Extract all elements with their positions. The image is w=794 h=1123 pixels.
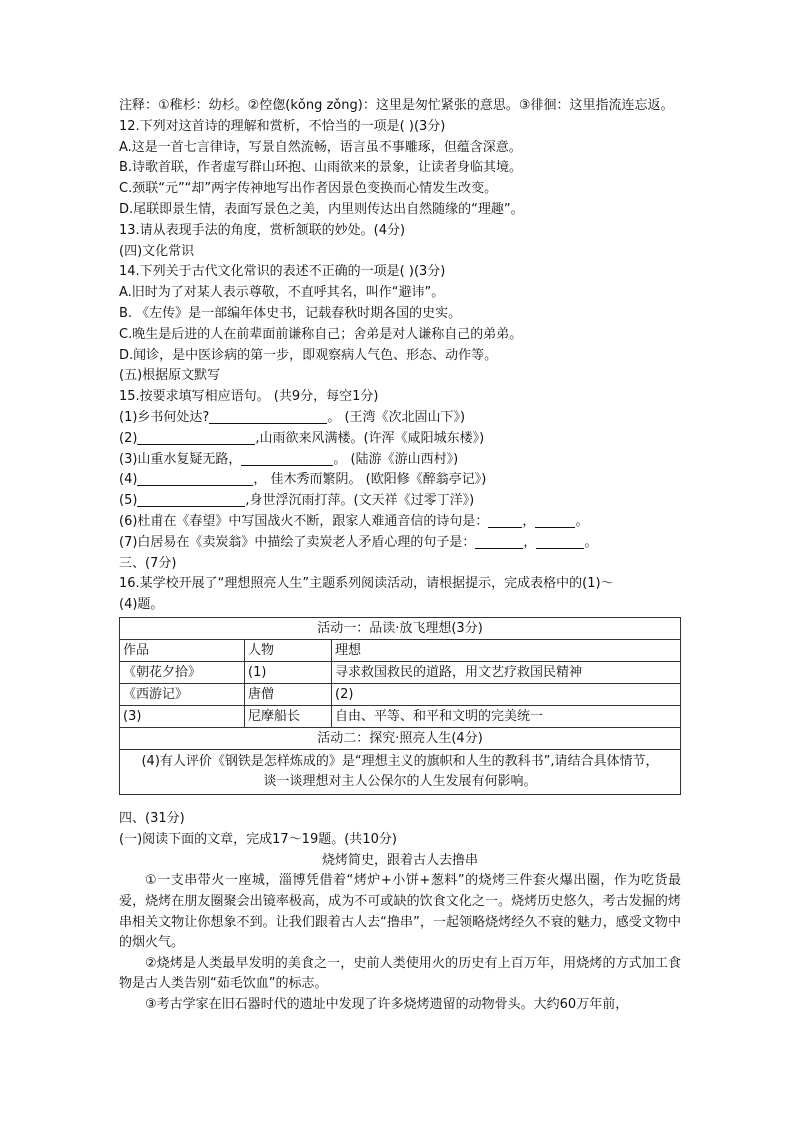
blank-3[interactable] — [241, 451, 333, 466]
section-recite: (五)根据原文默写 — [119, 368, 221, 384]
table-cell: 《朝花夕拾》 — [120, 661, 245, 683]
table-cell: (3) — [120, 705, 245, 727]
blank-1[interactable] — [209, 409, 327, 424]
question-15: 15.按要求填写相应语句。 (共9分，每空1分) — [119, 389, 379, 405]
table-header: 人物 — [245, 639, 332, 661]
table-cell: (1) — [245, 661, 332, 683]
table-row — [120, 617, 681, 639]
blank-6a[interactable] — [488, 513, 522, 528]
blank-2[interactable] — [137, 430, 255, 445]
table-cell: 自由、平等、和平和文明的完美统一 — [332, 705, 681, 727]
option-12b: B.诗歌首联，作者虚写群山环抱、山雨欲来的景象，让读者身临其境。 — [119, 160, 523, 176]
table-cell: 寻求救国救民的道路，用文艺疗救国民精神 — [332, 661, 681, 683]
table-row — [120, 749, 681, 794]
blank-6b[interactable] — [535, 513, 575, 528]
question-16-line1: 16.某学校开展了“理想照亮人生”主题系列阅读活动，请根据提示，完成表格中的(1)～ — [119, 576, 614, 592]
table-header: 作品 — [120, 639, 245, 661]
option-14d: D.闻诊，是中医诊病的第一步，即观察病人气色、形态、动作等。 — [119, 347, 498, 363]
table-row — [120, 639, 681, 661]
table-row — [120, 727, 681, 749]
fill-line-7: (7)白居易在《卖炭翁》中描绘了卖炭老人矛盾心理的句子是： ， 。 — [119, 534, 598, 550]
table-row — [120, 661, 681, 683]
article-paragraph-1: ①一支串带火一座城，淄博凭借着“烤炉+小饼+葱料”的烧烤三件套火爆出圈，作为吃货最爱，烧烤在朋友圈聚会出镜率极高，成为不可或缺的饮食文化之一。烧烤历史悠久，考古发掘的烤串相关文物让你想象不到。让我们跟着古人去“撸串”，一起领略烧烤经久不衰的魅力，感受文物中的烟火气。 — [119, 873, 681, 951]
activity-2-heading: 活动二：探究·照亮人生(4分) — [120, 727, 681, 749]
table-row — [120, 683, 681, 705]
article-title: 烧烤简史，跟着古人去撸串 — [321, 852, 478, 868]
fill-line-6: (6)杜甫在《春望》中写国战火不断，跟家人难通音信的诗句是： ， 。 — [119, 513, 589, 529]
article-paragraph-2: ②烧烤是人类最早发明的美食之一，史前人类使用火的历史有上百万年，用烧烤的方式加工食物是古人类告别“茹毛饮血”的标志。 — [119, 955, 681, 992]
table-cell: 尼摩船长 — [245, 705, 332, 727]
table-row — [120, 705, 681, 727]
table-cell: 《西游记》 — [120, 683, 245, 705]
section-3-heading: 三、(7分) — [119, 555, 177, 571]
table-cell: 唐僧 — [245, 683, 332, 705]
annotation-line: 注释：①稚杉：幼杉。②倥偬(kǒng zǒng)：这里是匆忙紧张的意思。③徘徊：这里指流连忘返。 — [119, 98, 674, 113]
option-12d: D.尾联即景生情，表面写景色之美，内里则传达出自然随缘的“理趣”。 — [119, 201, 524, 217]
option-14b: B. 《左传》是一部编年体史书，记载春秋时期各国的史实。 — [119, 305, 462, 321]
question-12: 12.下列对这首诗的理解和赏析，不恰当的一项是( )(3分) — [119, 118, 446, 134]
blank-7a[interactable] — [475, 534, 523, 549]
fill-line-1: (1)乡书何处达? 。 (王湾《次北固山下》) — [119, 409, 466, 425]
activity-2-question: (4)有人评价《钢铁是怎样炼成的》是“理想主义的旗帜和人生的教科书”,请结合具体情节， 谈一谈理想对主人公保尔的人生发展有何影响。 — [120, 749, 681, 794]
reading-intro: (一)阅读下面的文章，完成17～19题。(共10分) — [119, 831, 397, 847]
fill-line-4: (4) ， 佳木秀而繁阴。 (欧阳修《醉翁亭记》) — [119, 472, 487, 488]
section-culture: (四)文化常识 — [119, 243, 195, 259]
option-14c: C.晚生是后进的人在前辈面前谦称自己；舍弟是对人谦称自己的弟弟。 — [119, 326, 523, 342]
option-12a: A.这是一首七言律诗，写景自然流畅，语言虽不事雕琢，但蕴含深意。 — [119, 139, 522, 155]
blank-4[interactable] — [137, 471, 253, 486]
activity-table — [119, 617, 681, 795]
table-cell: (2) — [332, 683, 681, 705]
article-paragraph-3: ③考古学家在旧石器时代的遗址中发现了许多烧烤遗留的动物骨头。大约60万年前， — [145, 996, 629, 1012]
table-header: 理想 — [332, 639, 681, 661]
question-16-line2: (4)题。 — [119, 597, 164, 613]
blank-7b[interactable] — [536, 534, 584, 549]
option-12c: C.颈联“元”“却”两字传神地写出作者因景色变换而心情发生改变。 — [119, 181, 498, 197]
activity-1-heading: 活动一：品读·放飞理想(3分) — [120, 617, 681, 639]
section-4-heading: 四、(31分) — [119, 810, 185, 826]
question-13: 13.请从表现手法的角度，赏析颔联的妙处。(4分) — [119, 222, 406, 238]
fill-line-2: (2) ,山雨欲来风满楼。(许浑《咸阳城东楼》) — [119, 430, 485, 446]
blank-5[interactable] — [137, 492, 245, 507]
fill-line-3: (3)山重水复疑无路， 。 (陆游《游山西村》) — [119, 451, 459, 467]
option-14a: A.旧时为了对某人表示尊敬，不直呼其名，叫作“避讳”。 — [119, 285, 445, 301]
fill-line-5: (5) ,身世浮沉雨打萍。(文天祥《过零丁洋》) — [119, 493, 475, 509]
exam-page — [119, 96, 681, 1015]
question-14: 14.下列关于古代文化常识的表述不正确的一项是( )(3分) — [119, 264, 446, 280]
